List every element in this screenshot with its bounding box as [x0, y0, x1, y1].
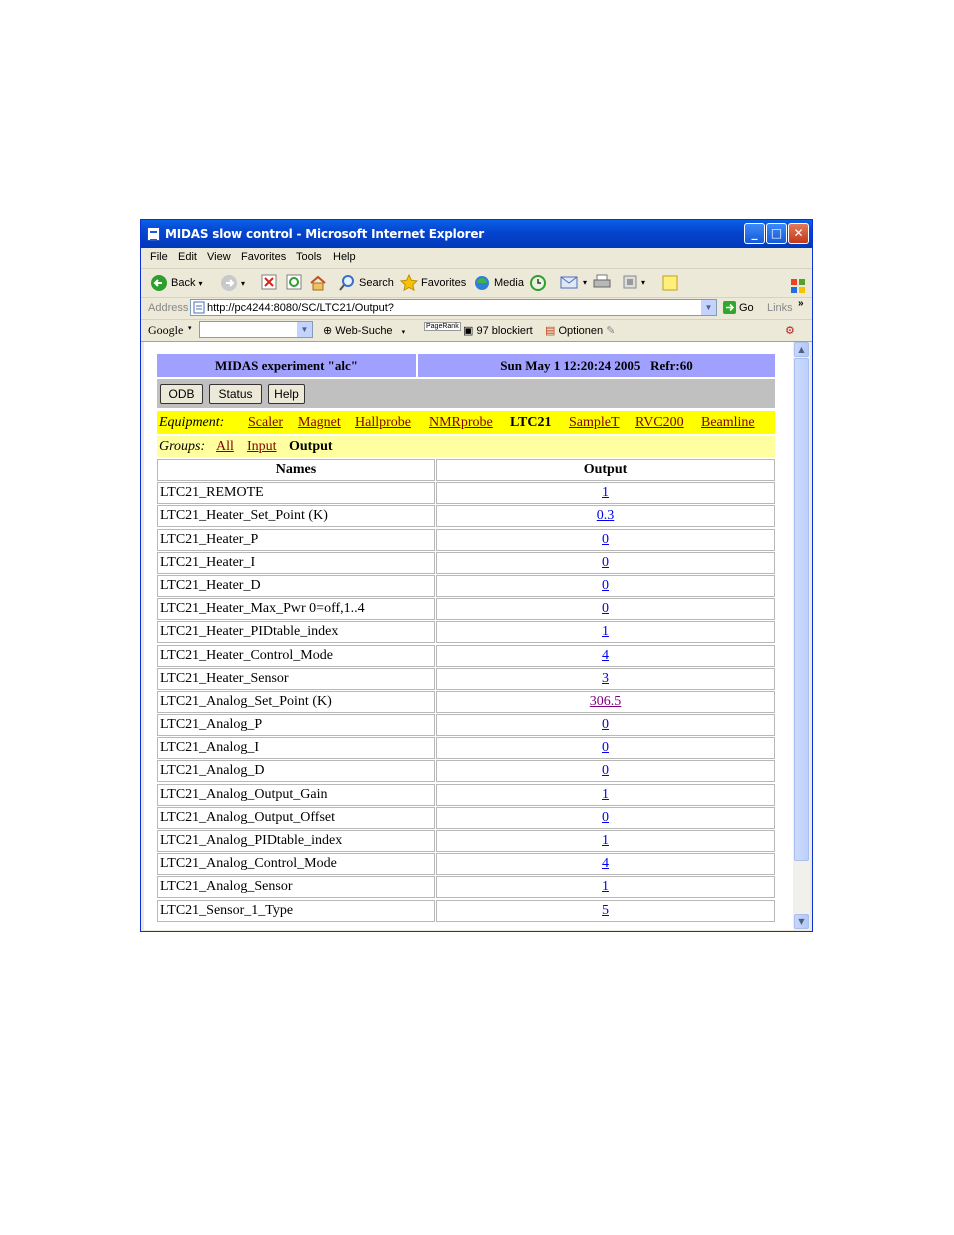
variable-value-link[interactable]: 5 — [602, 902, 609, 918]
variable-value-cell — [436, 900, 775, 922]
address-label: Address — [148, 302, 189, 314]
mail-dropdown-icon[interactable]: ▾ — [583, 277, 588, 287]
table-row — [157, 830, 775, 853]
equipment-link-magnet[interactable]: Magnet — [298, 415, 341, 430]
group-current-output: Output — [289, 439, 333, 454]
variable-value-link[interactable]: 3 — [602, 670, 609, 686]
back-label: Back — [171, 277, 196, 289]
page-icon — [193, 301, 205, 314]
column-header-output: Output — [436, 459, 775, 481]
menu-tools[interactable]: Tools — [296, 251, 322, 263]
variable-name: LTC21_Heater_D — [157, 575, 435, 597]
forward-button[interactable] — [220, 274, 245, 292]
media-button[interactable] — [473, 274, 524, 292]
menu-file[interactable]: File — [150, 251, 168, 263]
close-button[interactable]: ✕ — [788, 223, 809, 244]
back-dropdown-icon[interactable]: ▾ — [198, 278, 203, 288]
variable-name: LTC21_Analog_D — [157, 760, 435, 782]
column-header-names: Names — [157, 459, 435, 481]
pencil-icon: ✎ — [606, 325, 616, 337]
forward-arrow-icon — [220, 274, 238, 292]
ie-page-icon — [147, 227, 160, 241]
variable-value-cell — [436, 784, 775, 806]
blocked-count: 97 blockiert — [476, 325, 533, 337]
title-bar[interactable] — [141, 220, 812, 248]
variable-value-cell — [436, 691, 775, 713]
group-link-all[interactable]: All — [216, 439, 234, 454]
forward-dropdown-icon[interactable]: ▾ — [241, 278, 246, 288]
mail-icon — [560, 274, 580, 290]
variable-name: LTC21_Heater_PIDtable_index — [157, 621, 435, 643]
table-row — [157, 900, 775, 923]
popup-blocker-icon: ▣ — [463, 325, 474, 337]
ie-window — [140, 219, 813, 932]
variable-name: LTC21_Analog_Output_Offset — [157, 807, 435, 829]
variable-value-cell — [436, 552, 775, 574]
binoculars-icon: ⊕ — [323, 325, 333, 337]
menu-edit[interactable]: Edit — [178, 251, 197, 263]
stop-button[interactable] — [261, 274, 277, 290]
equipment-link-samplet[interactable]: SampleT — [569, 415, 620, 430]
media-label: Media — [494, 277, 524, 289]
back-button[interactable] — [150, 274, 202, 292]
back-arrow-icon — [150, 274, 168, 292]
variable-value-cell — [436, 645, 775, 667]
variable-name: LTC21_Analog_PIDtable_index — [157, 830, 435, 852]
table-row — [157, 760, 775, 783]
popup-blocker-button[interactable] — [463, 324, 533, 337]
variable-name: LTC21_Analog_Set_Point (K) — [157, 691, 435, 713]
groups-label: Groups: — [159, 439, 206, 454]
variable-name: LTC21_Heater_Control_Mode — [157, 645, 435, 667]
variable-value-link[interactable]: 0 — [602, 717, 609, 733]
variable-name: LTC21_Analog_Sensor — [157, 876, 435, 898]
note-button[interactable] — [661, 274, 679, 292]
edit-dropdown-icon[interactable]: ▾ — [641, 277, 646, 287]
variable-value-cell — [436, 807, 775, 829]
web-search-label: Web-Suche — [335, 325, 393, 337]
address-url: http://pc4244:8080/SC/LTC21/Output? — [207, 302, 394, 314]
variable-name: LTC21_Sensor_1_Type — [157, 900, 435, 922]
table-row — [157, 575, 775, 598]
variable-name: LTC21_Analog_P — [157, 714, 435, 736]
search-label: Search — [359, 277, 394, 289]
google-settings-icon[interactable]: ⚙ — [785, 325, 795, 337]
variable-value-link[interactable]: 0 — [602, 577, 609, 593]
address-bar — [141, 297, 812, 320]
group-link-input[interactable]: Input — [247, 439, 277, 454]
help-button[interactable]: Help — [268, 384, 305, 404]
variable-name: LTC21_Analog_Output_Gain — [157, 784, 435, 806]
go-button[interactable] — [723, 301, 754, 314]
table-row — [157, 691, 775, 714]
datetime-refresh: Sun May 1 12:20:24 2005 Refr:60 — [418, 354, 775, 377]
options-button[interactable] — [545, 324, 615, 337]
edit-button[interactable] — [622, 274, 645, 290]
favorites-button[interactable] — [400, 274, 466, 292]
maximize-button[interactable]: □ — [766, 223, 787, 244]
print-button[interactable] — [593, 274, 611, 290]
variable-value-link[interactable]: 0 — [602, 554, 609, 570]
history-button[interactable] — [529, 274, 547, 292]
variable-name: LTC21_Heater_Sensor — [157, 668, 435, 690]
web-search-dropdown-icon[interactable]: ▾ — [401, 329, 406, 336]
search-icon — [338, 274, 356, 292]
vertical-scrollbar[interactable] — [793, 342, 810, 930]
table-row — [157, 714, 775, 737]
table-row — [157, 621, 775, 644]
variable-value-link[interactable]: 1 — [602, 485, 609, 501]
variable-value-cell — [436, 575, 775, 597]
menu-bar — [141, 248, 812, 269]
edit-page-icon — [622, 274, 638, 290]
variable-value-cell — [436, 621, 775, 643]
variable-value-cell — [436, 876, 775, 898]
options-icon: ▤ — [545, 325, 556, 337]
google-search-input[interactable] — [199, 321, 313, 338]
address-input[interactable] — [190, 299, 717, 316]
variable-value-link[interactable]: 0 — [602, 809, 609, 825]
equipment-current-ltc21: LTC21 — [510, 415, 552, 430]
variable-value-link[interactable]: 1 — [602, 786, 609, 802]
refresh-button[interactable] — [286, 274, 302, 290]
variable-value-link[interactable]: 4 — [602, 647, 609, 663]
table-row — [157, 853, 775, 876]
standard-toolbar — [141, 269, 812, 298]
variables-table — [157, 459, 775, 923]
equipment-link-hallprobe[interactable]: Hallprobe — [355, 415, 411, 430]
variable-name: LTC21_Heater_Max_Pwr 0=off,1..4 — [157, 598, 435, 620]
home-icon — [309, 274, 327, 292]
mail-button[interactable] — [560, 274, 587, 290]
variable-name: LTC21_Heater_P — [157, 529, 435, 551]
sticky-note-icon — [661, 274, 679, 292]
variable-name: LTC21_Analog_I — [157, 737, 435, 759]
variable-value-cell — [436, 760, 775, 782]
pagerank-indicator[interactable]: PageRank — [426, 323, 459, 330]
odb-button[interactable]: ODB — [160, 384, 203, 404]
home-button[interactable] — [309, 274, 327, 292]
variable-value-link[interactable]: 0 — [602, 531, 609, 547]
printer-icon — [593, 274, 611, 290]
experiment-title: MIDAS experiment "alc" — [157, 354, 416, 377]
button-row — [157, 379, 775, 408]
table-row — [157, 668, 775, 691]
equipment-link-rvc200[interactable]: RVC200 — [635, 415, 684, 430]
favorites-label: Favorites — [421, 277, 467, 289]
google-dropdown-icon[interactable]: ▾ — [188, 325, 192, 332]
variable-value-cell — [436, 830, 775, 852]
window-title: MIDAS slow control - Microsoft Internet Explorer — [165, 227, 484, 241]
menu-view[interactable]: View — [207, 251, 231, 263]
web-search-button[interactable] — [323, 324, 405, 337]
chevron-right-icon[interactable]: » — [798, 298, 804, 309]
variable-value-link[interactable]: 1 — [602, 879, 609, 895]
go-label: Go — [739, 301, 754, 314]
table-row — [157, 482, 775, 505]
links-button[interactable]: Links — [767, 302, 793, 314]
equipment-label: Equipment: — [159, 415, 225, 430]
variable-value-cell — [436, 505, 775, 527]
header-row — [157, 354, 775, 377]
table-header — [157, 459, 775, 482]
equipment-link-nmrprobe[interactable]: NMRprobe — [429, 415, 493, 430]
variable-value-link[interactable]: 0.3 — [596, 508, 615, 524]
options-label: Optionen — [558, 325, 604, 337]
scroll-up-icon[interactable]: ▲ — [794, 342, 809, 357]
media-icon — [473, 274, 491, 292]
google-logo[interactable]: Google — [148, 323, 184, 337]
groups-row — [157, 436, 775, 457]
variable-name: LTC21_REMOTE — [157, 482, 435, 504]
table-row — [157, 529, 775, 552]
variable-value-cell — [436, 714, 775, 736]
variable-value-cell — [436, 737, 775, 759]
page-content — [144, 342, 793, 930]
table-row — [157, 552, 775, 575]
table-row — [157, 598, 775, 621]
variable-value-link[interactable]: 0 — [602, 763, 609, 779]
variable-value-cell — [436, 529, 775, 551]
scroll-thumb[interactable] — [794, 358, 809, 861]
star-icon — [400, 274, 418, 292]
equipment-link-beamline[interactable]: Beamline — [701, 415, 755, 430]
go-arrow-icon — [723, 301, 736, 314]
variable-value-cell — [436, 598, 775, 620]
menu-favorites[interactable]: Favorites — [241, 251, 287, 263]
scroll-down-icon[interactable]: ▼ — [794, 914, 809, 929]
menu-help[interactable]: Help — [333, 251, 356, 263]
table-row — [157, 876, 775, 899]
equipment-link-scaler[interactable]: Scaler — [248, 415, 283, 430]
minimize-button[interactable]: _ — [744, 223, 765, 244]
variable-value-link[interactable]: 1 — [602, 833, 609, 848]
stop-icon — [261, 274, 277, 290]
variable-value-cell — [436, 482, 775, 504]
table-row — [157, 645, 775, 668]
history-icon — [529, 274, 547, 292]
variable-value-link[interactable]: 4 — [602, 856, 609, 872]
variable-name: LTC21_Heater_I — [157, 552, 435, 574]
variable-value-link[interactable]: 0 — [602, 740, 609, 756]
refresh-icon — [286, 274, 302, 290]
equipment-row — [157, 411, 775, 434]
variable-name: LTC21_Analog_Control_Mode — [157, 853, 435, 875]
variable-value-cell — [436, 668, 775, 690]
table-row — [157, 784, 775, 807]
variable-value-link[interactable]: 306.5 — [589, 693, 622, 709]
status-button[interactable]: Status — [209, 384, 262, 404]
variable-value-link[interactable]: 1 — [602, 624, 609, 640]
variable-name: LTC21_Heater_Set_Point (K) — [157, 505, 435, 527]
variable-value-link[interactable]: 0 — [602, 601, 609, 617]
address-dropdown-icon[interactable]: ▼ — [701, 300, 716, 315]
table-row — [157, 505, 775, 528]
google-input-dropdown-icon[interactable]: ▼ — [297, 322, 312, 337]
table-row — [157, 807, 775, 830]
variable-value-cell — [436, 853, 775, 875]
table-row — [157, 737, 775, 760]
search-button[interactable] — [338, 274, 394, 292]
google-toolbar — [141, 319, 812, 342]
